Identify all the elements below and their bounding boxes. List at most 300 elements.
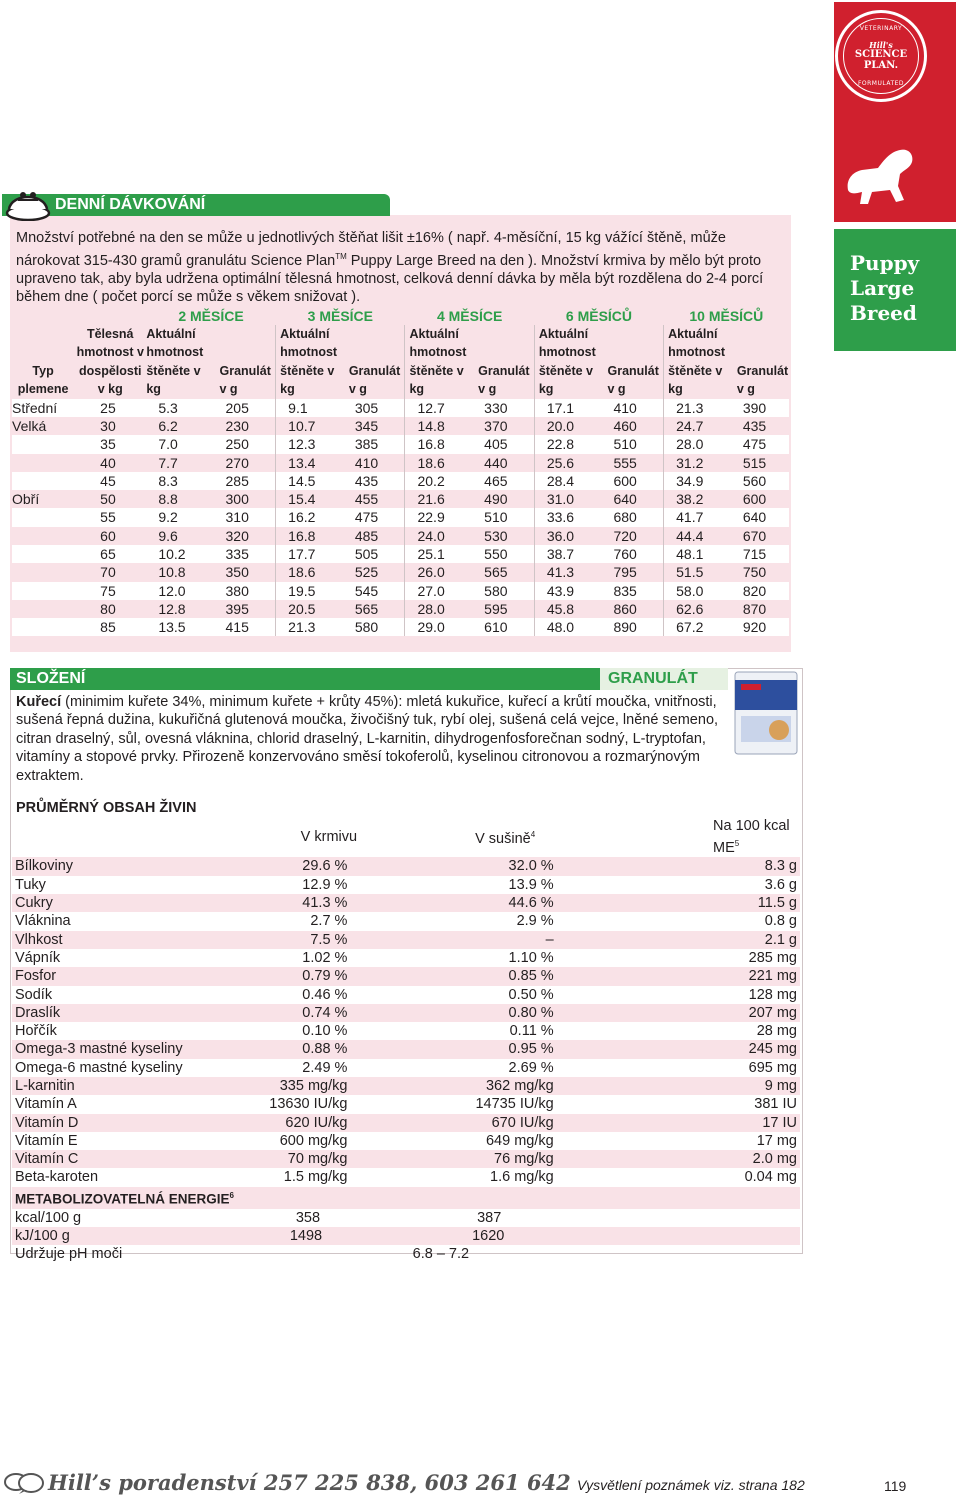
table-row (12, 618, 789, 636)
nutrient-feed-value: 0.74 % (266, 1004, 351, 1022)
puppy-weight-cell: 12.3 (276, 435, 343, 453)
granules-cell: 505 (343, 545, 405, 563)
breed-cell (12, 545, 74, 563)
nutrient-dry-value: 2.69 % (508, 1059, 554, 1076)
puppy-weight-cell: 28.0 (405, 600, 472, 618)
seal-name: SCIENCE PLAN. (854, 49, 908, 72)
nutrient-name: Beta-karoten (15, 1169, 99, 1186)
granules-cell: 600 (601, 472, 663, 490)
nutrient-dry-value: 76 mg/kg (472, 1150, 557, 1168)
nutrient-dry-value: 0.50 % (508, 986, 554, 1003)
nutrient-feed-value: 2.49 % (302, 1059, 348, 1076)
table-row (12, 563, 789, 581)
kcal-feed-value: 358 (295, 1209, 321, 1226)
seal-bottom-text: FORMULATED (857, 80, 905, 87)
granules-cell: 565 (343, 600, 405, 618)
adult-weight-cell: 50 (74, 490, 146, 508)
table-row (12, 1168, 800, 1186)
granules-cell: 455 (343, 490, 405, 508)
table-row (12, 894, 800, 912)
granules-cell: 385 (343, 435, 405, 453)
nutrient-name: Omega-3 mastné kyseliny (12, 1040, 266, 1058)
granules-cell: 305 (343, 399, 405, 417)
puppy-weight-cell: 10.2 (146, 545, 213, 563)
granules-cell: 795 (601, 563, 663, 581)
granules-cell: 390 (731, 399, 789, 417)
puppy-weight-cell: 28.4 (534, 472, 601, 490)
table-row (12, 1209, 800, 1227)
puppy-weight-cell: 41.3 (534, 563, 601, 581)
granules-cell: 580 (343, 618, 405, 636)
nutrient-feed-value: 0.46 % (302, 986, 348, 1003)
granules-cell: 640 (731, 508, 789, 526)
puppy-weight-cell: 18.6 (276, 563, 343, 581)
granules-cell: 345 (343, 417, 405, 435)
age-header: 4 MĚSÍCE (436, 307, 503, 324)
adult-weight-cell: 80 (74, 600, 146, 618)
nutrient-feed-value: 620 IU/kg (266, 1114, 351, 1132)
puppy-weight-cell: 22.9 (405, 508, 472, 526)
granules-cell: 580 (472, 582, 534, 600)
nutrient-dry-value: 649 mg/kg (485, 1132, 554, 1149)
composition-lead: Kuřecí (16, 694, 62, 710)
table-row (12, 1150, 800, 1168)
nutrient-kcal-value: 207 mg (710, 1004, 800, 1022)
nutrient-dry-value: 1.6 mg/kg (490, 1169, 554, 1186)
puppy-weight-cell: 19.5 (276, 582, 343, 600)
dosage-table-body (12, 399, 789, 637)
table-row (12, 912, 800, 930)
col-puppy-weight-header: Aktuální hmotnost štěněte v kg (664, 325, 731, 399)
breed-cell (12, 600, 74, 618)
puppy-weight-cell: 6.2 (146, 417, 213, 435)
age-header: 3 MĚSÍCE (307, 307, 373, 324)
puppy-weight-cell: 9.2 (146, 508, 213, 526)
table-row (12, 454, 789, 472)
nutrient-name: Vitamín C (12, 1150, 266, 1168)
nutrient-name: Cukry (12, 894, 266, 912)
puppy-weight-cell: 21.3 (276, 618, 343, 636)
puppy-weight-cell: 34.9 (664, 472, 731, 490)
puppy-weight-cell: 25.6 (534, 454, 601, 472)
nutrient-name: Vláknina (15, 913, 71, 930)
table-row (12, 417, 789, 435)
dosage-table (12, 305, 789, 636)
granules-cell: 490 (472, 490, 534, 508)
puppy-weight-cell: 33.6 (534, 508, 601, 526)
nutrient-feed-value: 70 mg/kg (266, 1150, 351, 1168)
composition-text (16, 693, 726, 785)
granules-cell: 860 (601, 600, 663, 618)
puppy-weight-cell: 25.1 (405, 545, 472, 563)
product-label-line1: Puppy (850, 251, 920, 275)
breed-cell (12, 508, 74, 526)
granules-cell: 300 (214, 490, 276, 508)
nutrient-dry-value: 44.6 % (472, 894, 557, 912)
granules-cell: 410 (601, 399, 663, 417)
nutrient-name: Vitamín E (15, 1132, 78, 1149)
granules-cell: 350 (214, 563, 276, 581)
nutrient-dry-value: 1.10 % (508, 949, 554, 966)
nutrients-table-body (12, 817, 800, 1263)
puppy-weight-cell: 20.5 (276, 600, 343, 618)
puppy-weight-cell: 31.0 (534, 490, 601, 508)
nutrient-name: Draslík (12, 1004, 266, 1022)
kcal-dry-value: 387 (477, 1209, 502, 1226)
nutrient-dry-value: 0.11 % (509, 1023, 554, 1040)
puppy-weight-cell: 7.7 (146, 454, 213, 472)
granules-cell: 640 (601, 490, 663, 508)
puppy-weight-cell: 38.2 (664, 490, 731, 508)
puppy-weight-cell: 48.0 (534, 618, 601, 636)
composition-title: SLOŽENÍ (10, 668, 600, 690)
breed-cell: Obří (12, 490, 74, 508)
granules-cell: 835 (601, 582, 663, 600)
table-row (12, 582, 789, 600)
table-row (12, 435, 789, 453)
granules-cell: 595 (472, 600, 534, 618)
adult-weight-cell: 85 (74, 618, 146, 636)
col-granules-header: Granulát v g (219, 363, 271, 397)
puppy-weight-cell: 17.7 (276, 545, 343, 563)
granules-cell: 330 (472, 399, 534, 417)
granules-cell: 485 (343, 527, 405, 545)
puppy-weight-cell: 12.7 (405, 399, 472, 417)
adult-weight-cell: 40 (74, 454, 146, 472)
table-row (12, 545, 789, 563)
granules-cell: 680 (601, 508, 663, 526)
granules-cell: 920 (731, 618, 789, 636)
nutrient-name: Vápník (15, 949, 61, 966)
nutrient-kcal-value: 17 mg (756, 1132, 797, 1149)
col-granules-header: Granulát v g (607, 363, 659, 397)
dosage-intro (16, 229, 786, 307)
nutrient-name: Vitamín D (12, 1114, 266, 1132)
adult-weight-cell: 55 (74, 508, 146, 526)
nutrient-kcal-value: 0.04 mg (744, 1169, 797, 1186)
table-row (12, 876, 800, 894)
nutrient-kcal-value: 221 mg (710, 967, 800, 985)
granules-cell: 820 (731, 582, 789, 600)
puppy-weight-cell: 24.7 (664, 417, 731, 435)
col-puppy-weight-header: Aktuální hmotnost štěněte v kg (276, 325, 343, 399)
puppy-weight-cell: 16.8 (276, 527, 343, 545)
page-number: 119 (884, 1478, 907, 1494)
granules-cell: 320 (214, 527, 276, 545)
nutrient-name: Bílkoviny (12, 857, 266, 875)
puppy-weight-cell: 14.8 (405, 417, 472, 435)
col-puppy-weight-header: Aktuální hmotnost štěněte v kg (405, 325, 472, 399)
nutrient-feed-value: 1.02 % (302, 949, 348, 966)
nutrient-kcal-value: 0.8 g (764, 913, 797, 930)
nutrient-feed-value: 12.9 % (302, 876, 348, 893)
nutrient-kcal-value: 128 mg (748, 986, 797, 1003)
nutrient-feed-value: 600 mg/kg (279, 1132, 348, 1149)
puppy-weight-cell: 28.0 (664, 435, 731, 453)
nutrient-kcal-value: 245 mg (710, 1040, 800, 1058)
table-row (12, 399, 789, 417)
puppy-icon (838, 140, 918, 210)
granules-cell: 310 (214, 508, 276, 526)
table-row (12, 527, 789, 545)
nutrient-name: Vlhkost (12, 931, 266, 949)
col-adult-weight-header: Tělesná hmotnost v dospělosti v kg (76, 327, 144, 397)
adult-weight-cell: 30 (74, 417, 146, 435)
nutrient-dry-value: 670 IU/kg (472, 1114, 557, 1132)
puppy-weight-cell: 12.0 (146, 582, 213, 600)
nutrient-kcal-value: 11.5 g (710, 894, 800, 912)
puppy-weight-cell: 10.7 (276, 417, 343, 435)
col-puppy-weight-header: Aktuální hmotnost štěněte v kg (146, 327, 204, 397)
table-row (12, 1004, 800, 1022)
composition-body: (minimim kuřete 34%, minimum kuřete + krůty 45%): mletá kukuřice, kuřecí a krůtí moučka, vnitřnosti, sušená řepná dužina, kukuřičná glutenová moučka, živočišný tuk, rybí olej, sušená celá vejce, lněné semeno, citran draselný, sůl, ovesná vláknina, chlorid draselný, L-karnitin, dihydrogenfosforečnan sodný, L-tryptofan, vitamíny a stopové prvky. Přirozeně konzervováno směsí tokoferolů, kyselinou citronovou a rozmarýnovým extraktem. (16, 694, 719, 784)
granules-cell: 410 (343, 454, 405, 472)
nutrient-kcal-value: 2.1 g (710, 931, 800, 949)
seal-hills: Hill's (869, 39, 893, 50)
nutrient-feed-value: 335 mg/kg (266, 1077, 351, 1095)
nutrient-feed-value: 41.3 % (266, 894, 351, 912)
kj-dry-value: 1620 (472, 1227, 557, 1245)
breed-cell (12, 582, 74, 600)
puppy-weight-cell: 16.8 (405, 435, 472, 453)
nutrient-kcal-value: 2.0 mg (710, 1150, 800, 1168)
breed-cell (12, 472, 74, 490)
nutrient-kcal-value: 381 IU (754, 1096, 797, 1113)
puppy-weight-cell: 51.5 (664, 563, 731, 581)
granules-cell: 670 (731, 527, 789, 545)
nutrient-feed-value: 1.5 mg/kg (283, 1169, 348, 1186)
energy-title: METABOLIZOVATELNÁ ENERGIE$^6$ (12, 1187, 800, 1209)
col-granules-header: Granulát v g (478, 363, 530, 397)
breed-cell (12, 563, 74, 581)
granules-cell: 435 (731, 417, 789, 435)
nutrients-table (12, 817, 800, 1263)
granules-cell: 525 (343, 563, 405, 581)
product-bag-image (731, 670, 801, 756)
nutrients-title: PRŮMĚRNÝ OBSAH ŽIVIN (16, 800, 197, 816)
puppy-weight-cell: 16.2 (276, 508, 343, 526)
granules-cell: 610 (472, 618, 534, 636)
col-energy-header: Na 100 kcal $ME^5$ (713, 818, 790, 857)
puppy-weight-cell: 15.4 (276, 490, 343, 508)
format-label: GRANULÁT (600, 668, 728, 690)
puppy-weight-cell: 20.0 (534, 417, 601, 435)
nutrient-feed-value: 29.6 % (266, 857, 351, 875)
nutrient-name: Sodík (15, 986, 53, 1003)
adult-weight-cell: 45 (74, 472, 146, 490)
kcal-label: kcal/100 g (15, 1209, 82, 1226)
granules-cell: 460 (601, 417, 663, 435)
adult-weight-cell: 65 (74, 545, 146, 563)
puppy-weight-cell: 58.0 (664, 582, 731, 600)
food-bowl-icon (4, 183, 52, 221)
nutrient-name: Tuky (15, 876, 46, 893)
nutrient-kcal-value: 28 mg (756, 1023, 797, 1040)
table-row (12, 1022, 800, 1040)
puppy-weight-cell: 12.8 (146, 600, 213, 618)
table-row (12, 967, 800, 985)
ph-label: Udržuje pH moči (15, 1246, 123, 1263)
granules-cell: 380 (214, 582, 276, 600)
nutrient-dry-value: 14735 IU/kg (475, 1096, 554, 1113)
puppy-weight-cell: 8.8 (146, 490, 213, 508)
nutrient-kcal-value: 9 mg (710, 1077, 800, 1095)
nutrient-feed-value: 13630 IU/kg (269, 1096, 348, 1113)
footnote-reference: Vysvětlení poznámek viz. strana 182 (577, 1477, 805, 1493)
table-row (12, 1114, 800, 1132)
puppy-weight-cell: 43.9 (534, 582, 601, 600)
puppy-weight-cell: 48.1 (664, 545, 731, 563)
granules-cell: 395 (214, 600, 276, 618)
col-dry-header: V sušině$^4$ (475, 830, 536, 847)
col-granules-header: Granulát v g (348, 363, 401, 397)
granules-cell: 515 (731, 454, 789, 472)
granules-cell: 565 (472, 563, 534, 581)
granules-cell: 335 (214, 545, 276, 563)
puppy-weight-cell: 27.0 (405, 582, 472, 600)
granules-cell: 600 (731, 490, 789, 508)
science-plan-seal (835, 10, 927, 102)
nutrient-name: Omega-6 mastné kyseliny (15, 1059, 183, 1076)
nutrient-kcal-value: 8.3 g (710, 857, 800, 875)
granules-cell: 760 (601, 545, 663, 563)
nutrient-name: Hořčík (15, 1023, 57, 1040)
breed-cell (12, 454, 74, 472)
breed-cell (12, 618, 74, 636)
puppy-weight-cell: 29.0 (405, 618, 472, 636)
col-puppy-weight-header: Aktuální hmotnost štěněte v kg (534, 325, 601, 399)
nutrient-kcal-value: 285 mg (748, 949, 797, 966)
dosage-title: DENNÍ DÁVKOVÁNÍ (2, 194, 390, 216)
granules-cell: 250 (214, 435, 276, 453)
granules-cell: 465 (472, 472, 534, 490)
seal-top-text: VETERINARY (859, 25, 903, 32)
table-row (12, 508, 789, 526)
granules-cell: 550 (472, 545, 534, 563)
granules-cell: 405 (472, 435, 534, 453)
nutrient-dry-value: 0.80 % (472, 1004, 557, 1022)
granules-cell: 510 (601, 435, 663, 453)
puppy-weight-cell: 44.4 (664, 527, 731, 545)
nutrient-feed-value: 0.79 % (266, 967, 351, 985)
adult-weight-cell: 70 (74, 563, 146, 581)
granules-cell: 720 (601, 527, 663, 545)
puppy-weight-cell: 13.4 (276, 454, 343, 472)
breed-cell: Střední (12, 399, 74, 417)
table-row (12, 472, 789, 490)
col-feed-header: V krmivu (300, 829, 358, 846)
granules-cell: 530 (472, 527, 534, 545)
nutrient-dry-value: 32.0 % (472, 857, 557, 875)
puppy-weight-cell: 8.3 (146, 472, 213, 490)
granules-cell: 555 (601, 454, 663, 472)
chat-bubbles-icon (3, 1471, 45, 1495)
table-row (12, 1077, 800, 1095)
granules-cell: 475 (343, 508, 405, 526)
age-header: 6 MĚSÍCŮ (565, 307, 633, 324)
col-breed-header: Typ plemene (17, 363, 69, 397)
nutrient-dry-value: 13.9 % (508, 876, 554, 893)
granules-cell: 560 (731, 472, 789, 490)
table-row (12, 600, 789, 618)
nutrients-header-row (12, 817, 800, 857)
table-row (12, 857, 800, 875)
granules-cell: 370 (472, 417, 534, 435)
granules-cell: 890 (601, 618, 663, 636)
kj-feed-value: 1498 (266, 1227, 351, 1245)
table-row (12, 931, 800, 949)
product-label-line2: Large (850, 276, 915, 300)
trademark: TM (335, 251, 347, 261)
table-row (12, 1040, 800, 1058)
nutrient-dry-value: 0.95 % (472, 1040, 557, 1058)
ph-value: 6.8 – 7.2 (412, 1246, 470, 1263)
puppy-weight-cell: 22.8 (534, 435, 601, 453)
table-row (12, 1227, 800, 1245)
puppy-weight-cell: 20.2 (405, 472, 472, 490)
nutrient-kcal-value: 3.6 g (764, 876, 797, 893)
nutrient-name: Fosfor (12, 967, 266, 985)
adult-weight-cell: 25 (74, 399, 146, 417)
granules-cell: 270 (214, 454, 276, 472)
puppy-weight-cell: 36.0 (534, 527, 601, 545)
intro-text-1: Množství potřebné na den se může u jednotlivých štěňat lišit ±16% ( např. 4-měsíční, 15 kg vážící štěně, může nárokovat 315-430 gramů granulátu Science Plan (16, 230, 726, 269)
granules-cell: 285 (214, 472, 276, 490)
adult-weight-cell: 60 (74, 527, 146, 545)
table-row (12, 949, 800, 967)
puppy-weight-cell: 62.6 (664, 600, 731, 618)
table-row (12, 1132, 800, 1150)
nutrient-name: L-karnitin (12, 1077, 266, 1095)
puppy-weight-cell: 14.5 (276, 472, 343, 490)
nutrient-name: Vitamín A (15, 1096, 77, 1113)
puppy-weight-cell: 9.1 (276, 399, 343, 417)
nutrient-feed-value: 0.10 % (302, 1023, 348, 1040)
col-granules-header: Granulát v g (736, 363, 789, 397)
granules-cell: 750 (731, 563, 789, 581)
table-row (12, 1059, 800, 1077)
granules-cell: 440 (472, 454, 534, 472)
granules-cell: 205 (214, 399, 276, 417)
table-row (12, 1245, 800, 1263)
puppy-weight-cell: 21.6 (405, 490, 472, 508)
nutrient-dry-value: 2.9 % (516, 913, 554, 930)
age-header: 10 MĚSÍCŮ (689, 307, 764, 324)
nutrient-feed-value: 7.5 % (266, 931, 351, 949)
puppy-weight-cell: 45.8 (534, 600, 601, 618)
adult-weight-cell: 75 (74, 582, 146, 600)
product-label-line3: Breed (850, 301, 917, 325)
table-row (12, 986, 800, 1004)
hotline-text: Hill’s poradenství 257 225 838, 603 261 642 (48, 1470, 571, 1495)
nutrient-dry-value: – (472, 931, 557, 949)
nutrient-dry-value: 362 mg/kg (472, 1077, 557, 1095)
granules-cell: 545 (343, 582, 405, 600)
age-header: 2 MĚSÍCE (178, 307, 244, 324)
product-label (834, 229, 956, 351)
granules-cell: 415 (214, 618, 276, 636)
nutrient-dry-value: 0.85 % (472, 967, 557, 985)
puppy-weight-cell: 24.0 (405, 527, 472, 545)
puppy-weight-cell: 13.5 (146, 618, 213, 636)
puppy-weight-cell: 7.0 (146, 435, 213, 453)
puppy-weight-cell: 38.7 (534, 545, 601, 563)
puppy-weight-cell: 18.6 (405, 454, 472, 472)
nutrient-kcal-value: 17 IU (710, 1114, 800, 1132)
granules-cell: 870 (731, 600, 789, 618)
breed-cell (12, 435, 74, 453)
energy-title-row (12, 1187, 800, 1209)
